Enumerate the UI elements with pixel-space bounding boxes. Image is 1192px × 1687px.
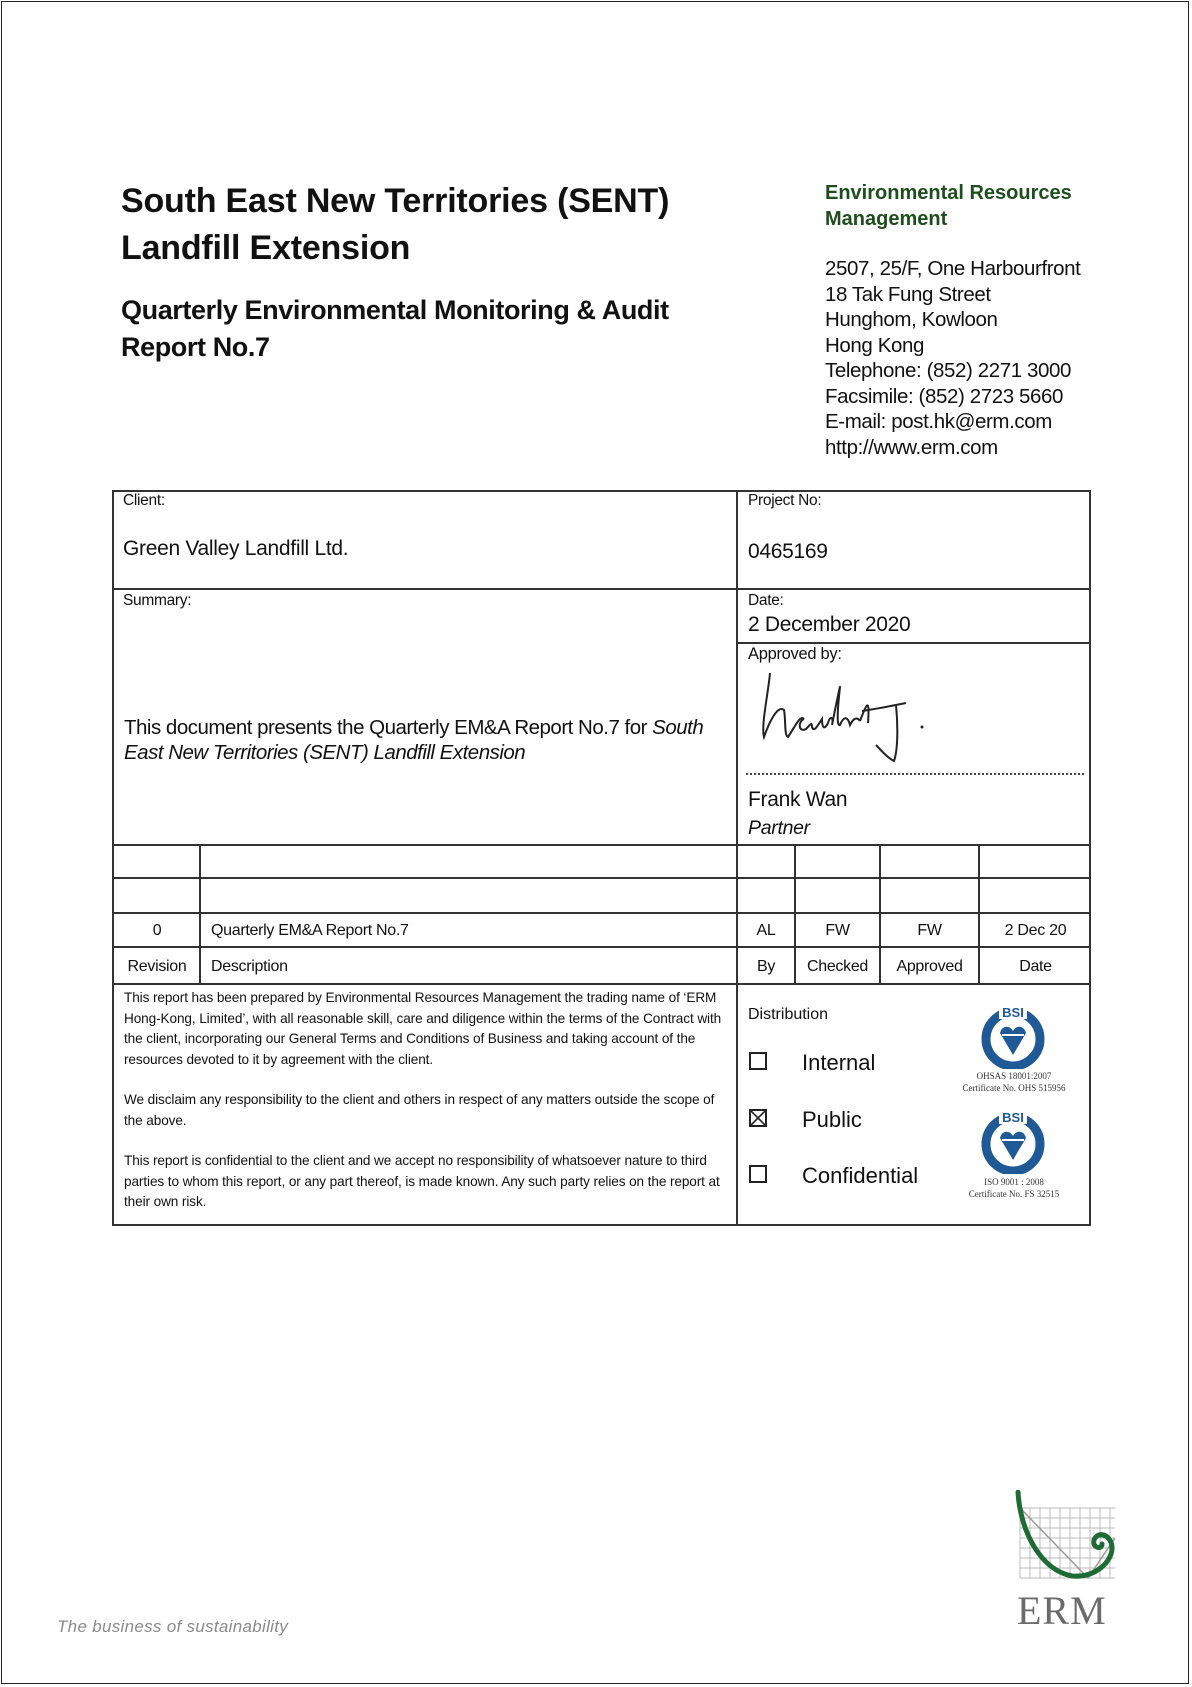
divider	[736, 642, 1091, 644]
subtitle-line-1: Quarterly Environmental Monitoring & Audit	[121, 295, 669, 325]
internal-checkbox[interactable]	[749, 1052, 767, 1070]
checked-header: Checked	[806, 958, 869, 975]
disclaimer-paragraph: This report is confidential to the client and we accept no responsibility of whatsoever nature to third parties to whom this report, or any part thereof, is made known. Any such party relies on the report at their own risk.	[124, 1153, 720, 1209]
divider	[112, 844, 1091, 846]
company-name	[825, 180, 1072, 232]
company-name-line-2: Management	[825, 208, 948, 230]
telephone: Telephone: (852) 2271 3000	[825, 359, 1072, 382]
company-address	[825, 256, 1080, 460]
report-title	[121, 178, 669, 272]
public-label: Public	[802, 1107, 862, 1132]
ohsas-certificate	[944, 1070, 1084, 1094]
date-header: Date	[1019, 958, 1052, 975]
erm-logo-icon	[1010, 1490, 1120, 1585]
address-line: 18 Tak Fung Street	[825, 282, 991, 306]
facsimile: Facsimile: (852) 2723 5660	[825, 384, 1064, 408]
revision-header: Revision	[127, 958, 187, 975]
client-label: Client:	[123, 492, 165, 509]
website-link[interactable]: http://www.erm.com	[825, 435, 998, 459]
summary-text: This document presents the Quarterly EM&A Report No.7 for South East New Territories (SENT) Landfill Extension	[124, 716, 704, 764]
title-line-2: Landfill Extension	[121, 229, 411, 267]
divider	[112, 588, 1091, 590]
approved-by-label: Approved by:	[748, 645, 842, 663]
address-line: Hong Kong	[825, 333, 924, 357]
svg-text:BSI: BSI	[1002, 1005, 1024, 1020]
address-line: 2507, 25/F, One Harbourfront	[825, 257, 1081, 280]
divider	[736, 490, 738, 1226]
bsi-ohsas-badge-icon	[980, 1003, 1046, 1069]
by-cell: AL	[756, 922, 776, 939]
email-link[interactable]: E-mail: post.hk@erm.com	[825, 410, 1052, 433]
confidential-checkbox[interactable]	[749, 1165, 767, 1183]
divider	[112, 983, 1091, 985]
client-value: Green Valley Landfill Ltd.	[123, 537, 349, 560]
check-x-icon	[751, 1111, 765, 1125]
confidential-label: Confidential	[802, 1163, 919, 1188]
subtitle-line-2: Report No.7	[121, 332, 270, 362]
internal-label: Internal	[802, 1050, 876, 1075]
divider	[112, 946, 1091, 948]
description-header: Description	[211, 958, 288, 975]
cert-standard: ISO 9001 : 2008	[984, 1177, 1044, 1187]
approver-title: Partner	[748, 817, 810, 839]
summary-label: Summary:	[123, 592, 192, 609]
distribution-title: Distribution	[748, 1006, 829, 1023]
approver-name: Frank Wan	[748, 788, 848, 811]
date-cell: 2 Dec 20	[1004, 922, 1067, 939]
iso-certificate	[944, 1176, 1084, 1200]
approved-cell: FW	[917, 922, 942, 939]
signature	[756, 665, 956, 775]
approved-header: Approved	[896, 958, 963, 975]
description-cell: Quarterly EM&A Report No.7	[211, 922, 409, 939]
svg-text:BSI: BSI	[1002, 1110, 1024, 1125]
project-number-value: 0465169	[748, 540, 828, 563]
tagline: The business of sustainability	[57, 1617, 289, 1636]
signature-line	[746, 773, 1084, 775]
date-value: 2 December 2020	[748, 613, 911, 636]
date-label: Date:	[748, 592, 784, 609]
disclaimer-paragraph: This report has been prepared by Environmental Resources Management the trading name of ‘ERM Hong-Kong, Limited’, with all reasonable skill, care and diligence within the terms of the Contract with the client, incorporating our General Terms and Conditions of Business and taking account of the resources devoted to it by agreement with the client.	[124, 990, 722, 1067]
title-line-1: South East New Territories (SENT)	[121, 182, 670, 220]
erm-logo-text: ERM	[1017, 1588, 1107, 1633]
cert-number: Certificate No. FS 32515	[968, 1189, 1060, 1199]
cert-number: Certificate No. OHS 515956	[962, 1083, 1066, 1093]
disclaimer-paragraph: We disclaim any responsibility to the client and others in respect of any matters outside the scope of the above.	[124, 1092, 715, 1128]
revision-cell: 0	[152, 922, 162, 939]
report-subtitle	[121, 292, 669, 366]
divider	[112, 877, 1091, 879]
address-line: Hunghom, Kowloon	[825, 308, 998, 331]
by-header: By	[756, 958, 776, 975]
company-name-line-1: Environmental Resources	[825, 182, 1072, 204]
divider	[112, 912, 1091, 914]
bsi-iso-badge-icon	[980, 1108, 1046, 1174]
cert-standard: OHSAS 18001:2007	[976, 1071, 1052, 1081]
checked-cell: FW	[825, 922, 850, 939]
disclaimer	[124, 988, 734, 1233]
project-number-label: Project No:	[748, 492, 822, 509]
public-checkbox[interactable]	[749, 1109, 767, 1127]
